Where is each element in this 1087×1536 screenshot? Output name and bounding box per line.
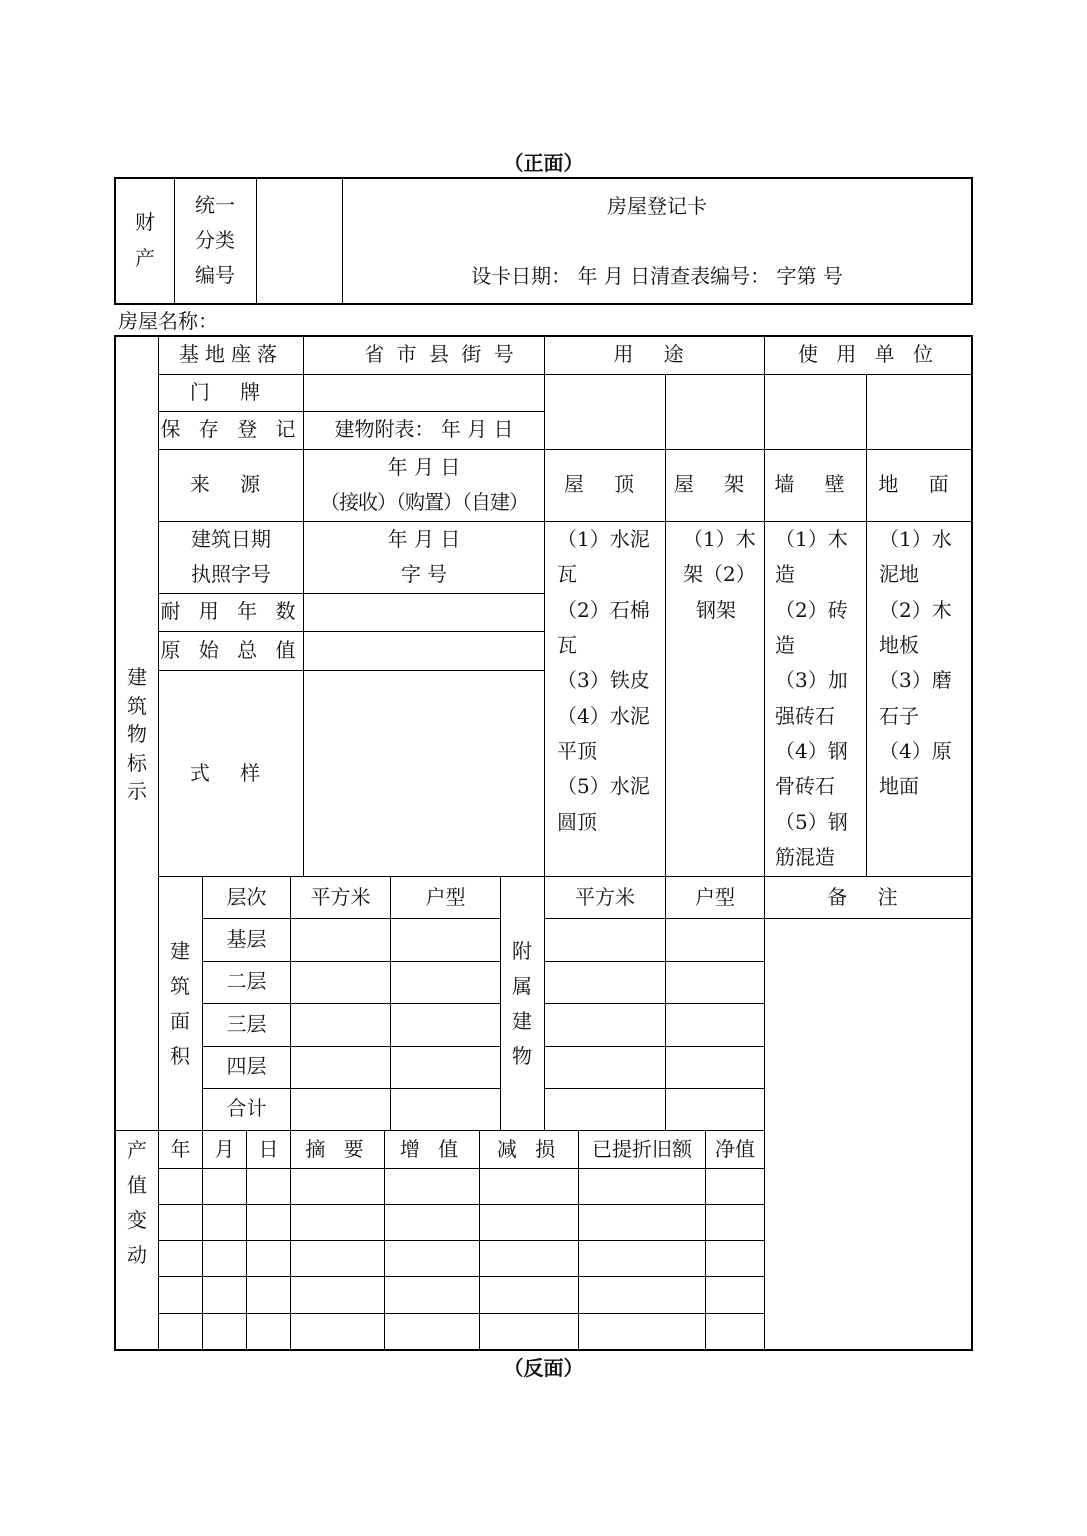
house-name-field[interactable] <box>225 307 965 335</box>
roof-label: 屋 顶 <box>563 472 647 496</box>
roof-option-line: （1）水泥 <box>557 527 650 551</box>
area-side-char: 筑 <box>170 974 190 998</box>
code-label-line: 编号 <box>195 263 235 287</box>
value-col-summary: 摘 要 <box>305 1137 370 1161</box>
frame-option-line: （1）木 <box>683 527 756 551</box>
code-label-line: 分类 <box>195 228 235 252</box>
floor-level-name: 二层 <box>226 969 267 993</box>
annex-type-header: 户型 <box>695 885 735 909</box>
ground-option-line: （1）水 <box>879 527 952 551</box>
door-field[interactable] <box>306 377 542 409</box>
value-col-increase: 增 值 <box>399 1137 465 1161</box>
ground-option-line: 石子 <box>879 704 919 728</box>
original-value-label: 原 始 总 值 <box>160 638 302 662</box>
area-side-char: 建 <box>170 939 190 963</box>
ground-option-line: 地板 <box>879 633 919 657</box>
roof-option-line: （3）铁皮 <box>557 668 650 692</box>
door-label: 门 牌 <box>189 380 273 404</box>
card-date-line: 设卡日期： 年 月 日清查表编号： 字第 号 <box>471 264 843 288</box>
durable-years-label: 耐 用 年 数 <box>160 599 302 623</box>
value-col-month: 月 <box>214 1137 235 1161</box>
roof-option-line: 瓦 <box>557 562 577 586</box>
wall-option-line: 造 <box>775 562 795 586</box>
wall-label: 墙 壁 <box>774 472 857 496</box>
value-change-side-char: 产 <box>127 1138 147 1162</box>
annex-side-char: 物 <box>512 1044 532 1068</box>
wall-option-line: （2）砖 <box>775 598 848 622</box>
area-side-char: 积 <box>170 1044 190 1068</box>
wall-option-line: 骨砖石 <box>775 774 835 798</box>
original-value-field[interactable] <box>306 634 542 668</box>
value-change-side-char: 值 <box>127 1173 147 1197</box>
building-side-char: 示 <box>127 779 147 803</box>
value-col-depreciation: 已提折旧额 <box>592 1137 692 1161</box>
asset-label-char: 产 <box>135 246 155 270</box>
roof-option-line: （4）水泥 <box>557 704 650 728</box>
area-sqm-header: 平方米 <box>310 885 371 909</box>
house-name-label: 房屋名称： <box>118 309 218 333</box>
wall-option-line: 强砖石 <box>775 704 835 728</box>
usage-field-1[interactable] <box>547 377 663 447</box>
usage-label: 用 途 <box>613 342 696 366</box>
remark-field[interactable] <box>767 921 970 1348</box>
value-col-year: 年 <box>170 1137 191 1161</box>
roof-option-line: （5）水泥 <box>557 774 650 798</box>
building-side-char: 筑 <box>127 694 147 718</box>
build-date-label: 建筑日期 <box>191 527 271 551</box>
wall-option-line: （1）木 <box>775 527 848 551</box>
value-change-side-char: 动 <box>127 1243 147 1267</box>
floor-level-name: 基层 <box>226 927 267 951</box>
user-unit-field-2[interactable] <box>869 377 970 447</box>
floor-level-name: 合计 <box>226 1096 267 1120</box>
durable-years-field[interactable] <box>306 596 542 629</box>
value-col-decrease: 减 损 <box>496 1137 562 1161</box>
area-side-char: 面 <box>170 1009 190 1033</box>
wall-option-line: 造 <box>775 633 795 657</box>
floor-label: 地 面 <box>878 472 961 496</box>
license-label: 执照字号 <box>191 562 271 586</box>
roof-option-line: 瓦 <box>557 633 577 657</box>
roof-option-line: 平顶 <box>557 739 597 763</box>
wall-option-line: （3）加 <box>775 668 848 692</box>
frame-option-line: 架（2） <box>683 562 756 586</box>
location-value: 省 市 县 街 号 <box>364 342 514 366</box>
floor-level-name: 三层 <box>226 1012 267 1036</box>
floor-level-header: 层次 <box>226 885 267 909</box>
wall-option-line: 筋混造 <box>775 845 835 869</box>
back-side-label: （反面） <box>503 1356 584 1380</box>
ground-option-line: （2）木 <box>879 598 952 622</box>
user-unit-label: 使 用 单 位 <box>797 342 940 366</box>
ground-option-line: （4）原 <box>879 739 952 763</box>
annex-side-char: 附 <box>512 939 532 963</box>
code-value-field[interactable] <box>258 180 340 302</box>
building-side-char: 标 <box>127 751 147 775</box>
area-type-header: 户型 <box>425 885 466 909</box>
roof-option-line: 圆顶 <box>557 810 597 834</box>
location-label: 基地座落 <box>179 342 283 366</box>
ground-option-line: （3）磨 <box>879 668 952 692</box>
wall-option-line: （4）钢 <box>775 739 848 763</box>
license-value: 字 号 <box>400 562 448 586</box>
build-date-value: 年 月 日 <box>387 527 461 551</box>
source-date: 年 月 日 <box>387 455 461 479</box>
user-unit-field-1[interactable] <box>767 377 864 447</box>
ground-option-line: 泥地 <box>879 562 919 586</box>
building-side-char: 建 <box>127 665 147 689</box>
wall-option-line: （5）钢 <box>775 810 848 834</box>
card-title: 房屋登记卡 <box>607 194 707 218</box>
roof-option-line: （2）石棉 <box>557 598 650 622</box>
style-label: 式 样 <box>189 761 273 785</box>
usage-field-2[interactable] <box>668 377 762 447</box>
ground-option-line: 地面 <box>879 774 919 798</box>
floor-level-name: 四层 <box>226 1054 267 1078</box>
front-side-label: （正面） <box>503 151 584 175</box>
value-change-side-char: 变 <box>127 1208 147 1232</box>
source-options: （接收）（购置）（自建） <box>320 490 528 514</box>
style-field[interactable] <box>306 673 542 874</box>
preserve-value: 建物附表： 年 月 日 <box>334 417 514 441</box>
preserve-label: 保 存 登 记 <box>160 417 302 441</box>
annex-sqm-header: 平方米 <box>575 885 635 909</box>
source-label: 来 源 <box>189 472 273 496</box>
remark-header: 备 注 <box>827 885 910 909</box>
annex-side-char: 建 <box>512 1009 532 1033</box>
annex-side-char: 属 <box>512 974 532 998</box>
building-side-char: 物 <box>127 722 147 746</box>
frame-label: 屋 架 <box>673 472 757 496</box>
value-col-net: 净值 <box>715 1137 755 1161</box>
frame-option-line: 钢架 <box>696 598 736 622</box>
code-label-line: 统一 <box>195 193 235 217</box>
value-col-day: 日 <box>258 1137 279 1161</box>
asset-label-char: 财 <box>135 210 155 234</box>
